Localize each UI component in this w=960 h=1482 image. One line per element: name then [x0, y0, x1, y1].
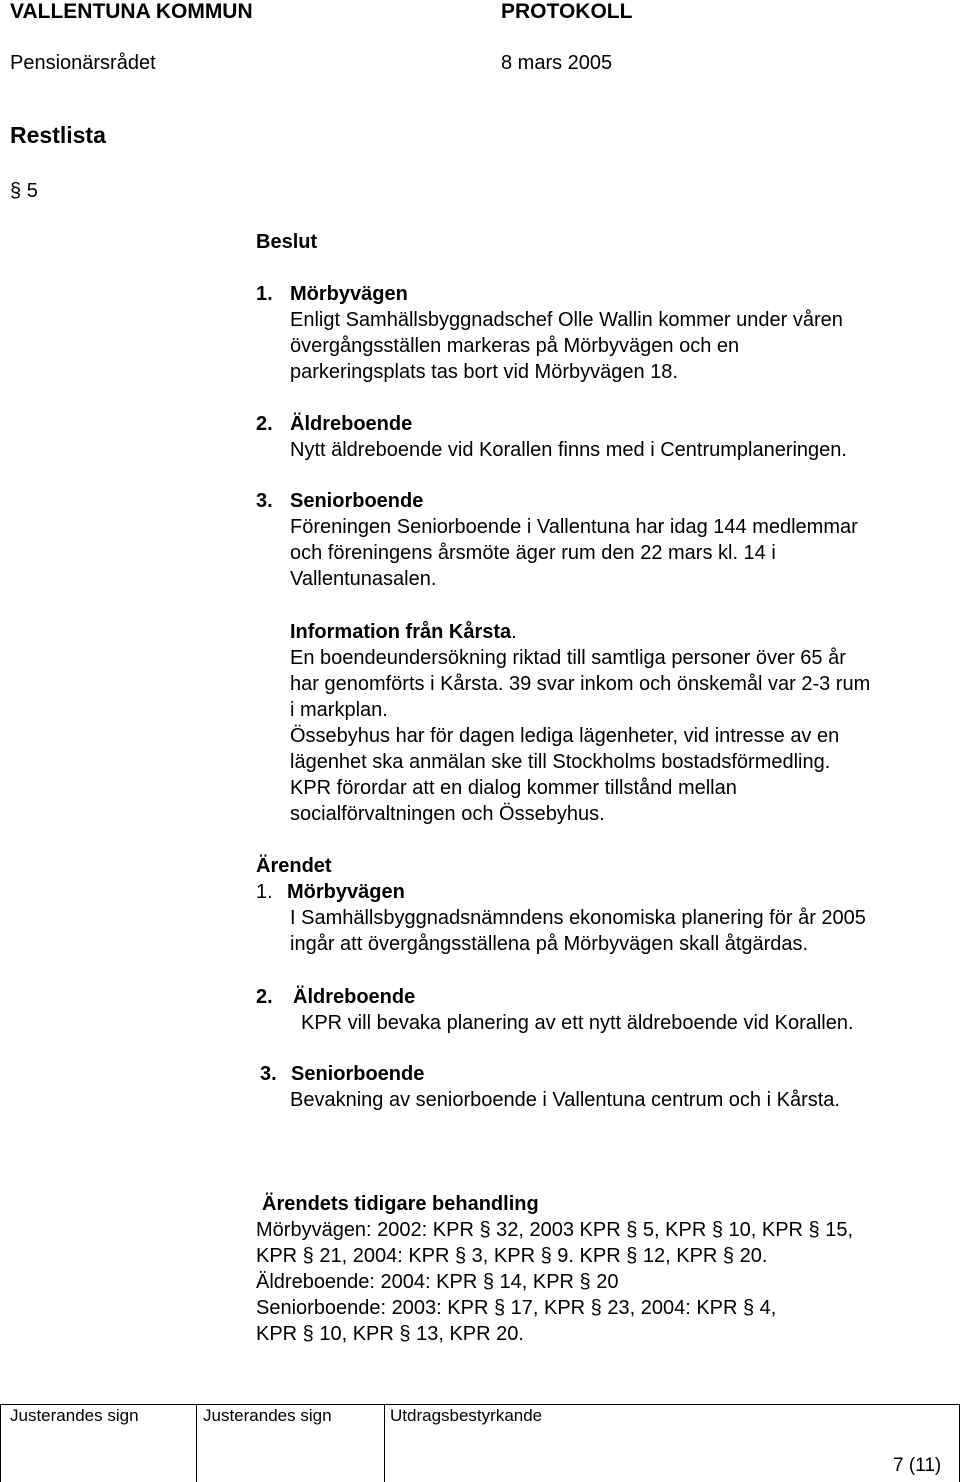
text-line: och föreningens årsmöte äger rum den 22 mars kl. 14 i — [290, 542, 776, 564]
footer-sign-2: Justerandes sign — [203, 1406, 332, 1425]
text-line: KPR vill bevaka planering av ett nytt äldreboende vid Korallen. — [301, 1012, 854, 1034]
arendet-item-1-text — [290, 905, 866, 957]
beslut-item-2-text — [290, 437, 847, 463]
text-line: Össebyhus har för dagen lediga lägenheter, vid intresse av en — [290, 725, 840, 747]
info-text — [290, 645, 870, 827]
arendet-item-3-title: Seniorboende — [291, 1063, 425, 1085]
info-heading — [290, 619, 517, 645]
history-heading: Ärendets tidigare behandling — [262, 1193, 539, 1215]
text-line: KPR förordar att en dialog kommer tillstånd mellan — [290, 777, 737, 799]
footer-divider — [196, 1404, 197, 1482]
arendet-heading: Ärendet — [256, 855, 332, 877]
arendet-item-2-number: 2. — [256, 986, 273, 1008]
footer-divider — [384, 1404, 385, 1482]
footer-extract: Utdragsbestyrkande — [390, 1406, 543, 1425]
beslut-item-2-title: Äldreboende — [290, 413, 413, 435]
text-line: Bevakning av seniorboende i Vallentuna centrum och i Kårsta. — [290, 1089, 840, 1111]
meeting-date: 8 mars 2005 — [501, 52, 613, 74]
text-line: lägenhet ska anmälan ske till Stockholms bostadsförmedling. — [290, 751, 831, 773]
paragraph-sign: § — [10, 180, 22, 202]
footer-sign-1: Justerandes sign — [10, 1406, 139, 1425]
beslut-item-2-number: 2. — [256, 413, 273, 435]
info-heading-text: Information från Kårsta — [290, 621, 512, 643]
beslut-item-1-title: Mörbyvägen — [290, 283, 408, 305]
page-title: Restlista — [10, 122, 106, 148]
footer-divider — [0, 1404, 1, 1482]
text-line: KPR § 10, KPR § 13, KPR 20. — [256, 1323, 524, 1345]
beslut-item-3-number: 3. — [256, 490, 273, 512]
text-line: Mörbyvägen: 2002: KPR § 32, 2003 KPR § 5, KPR § 10, KPR § 15, — [256, 1219, 854, 1241]
beslut-item-1-number: 1. — [256, 283, 273, 305]
beslut-item-1-text — [290, 307, 843, 385]
footer-rule — [0, 1404, 960, 1405]
paragraph-value: 5 — [26, 180, 38, 202]
text-line: övergångsställen markeras på Mörbyvägen och en — [290, 335, 740, 357]
history-text — [256, 1217, 853, 1347]
text-line: parkeringsplats tas bort vid Mörbyvägen 18. — [290, 361, 678, 383]
info-heading-suffix: . — [511, 621, 517, 643]
text-line: socialförvaltningen och Össebyhus. — [290, 803, 605, 825]
text-line: Enligt Samhällsbyggnadschef Olle Wallin kommer under våren — [290, 309, 843, 331]
text-line: i markplan. — [290, 699, 388, 721]
text-line: Nytt äldreboende vid Korallen finns med i Centrumplaneringen. — [290, 439, 847, 461]
beslut-heading: Beslut — [256, 231, 318, 253]
doc-type: PROTOKOLL — [501, 0, 633, 23]
paragraph-number — [10, 178, 38, 204]
beslut-item-3-text — [290, 514, 858, 592]
arendet-item-1-title: Mörbyvägen — [287, 881, 405, 903]
arendet-item-3-text — [290, 1087, 840, 1113]
text-line: Föreningen Seniorboende i Vallentuna har idag 144 medlemmar — [290, 516, 858, 538]
arendet-item-1-number: 1. — [256, 881, 273, 903]
body-name: Pensionärsrådet — [10, 52, 156, 74]
text-line: En boendeundersökning riktad till samtliga personer över 65 år — [290, 647, 846, 669]
text-line: I Samhällsbyggnadsnämndens ekonomiska planering för år 2005 — [290, 907, 866, 929]
text-line: KPR § 21, 2004: KPR § 3, KPR § 9. KPR § 12, KPR § 20. — [256, 1245, 768, 1267]
text-line: ingår att övergångsställena på Mörbyvägen skall åtgärdas. — [290, 933, 809, 955]
text-line: Vallentunasalen. — [290, 568, 437, 590]
text-line: har genomförts i Kårsta. 39 svar inkom och önskemål var 2-3 rum — [290, 673, 871, 695]
text-line: Seniorboende: 2003: KPR § 17, KPR § 23, 2004: KPR § 4, — [256, 1297, 777, 1319]
text-line: Äldreboende: 2004: KPR § 14, KPR § 20 — [256, 1271, 619, 1293]
org-name: VALLENTUNA KOMMUN — [10, 0, 253, 23]
page-number: 7 (11) — [893, 1455, 942, 1476]
arendet-item-3-number: 3. — [260, 1063, 277, 1085]
arendet-item-2-title: Äldreboende — [293, 986, 416, 1008]
beslut-item-3-title: Seniorboende — [290, 490, 424, 512]
arendet-item-2-text — [301, 1010, 854, 1036]
